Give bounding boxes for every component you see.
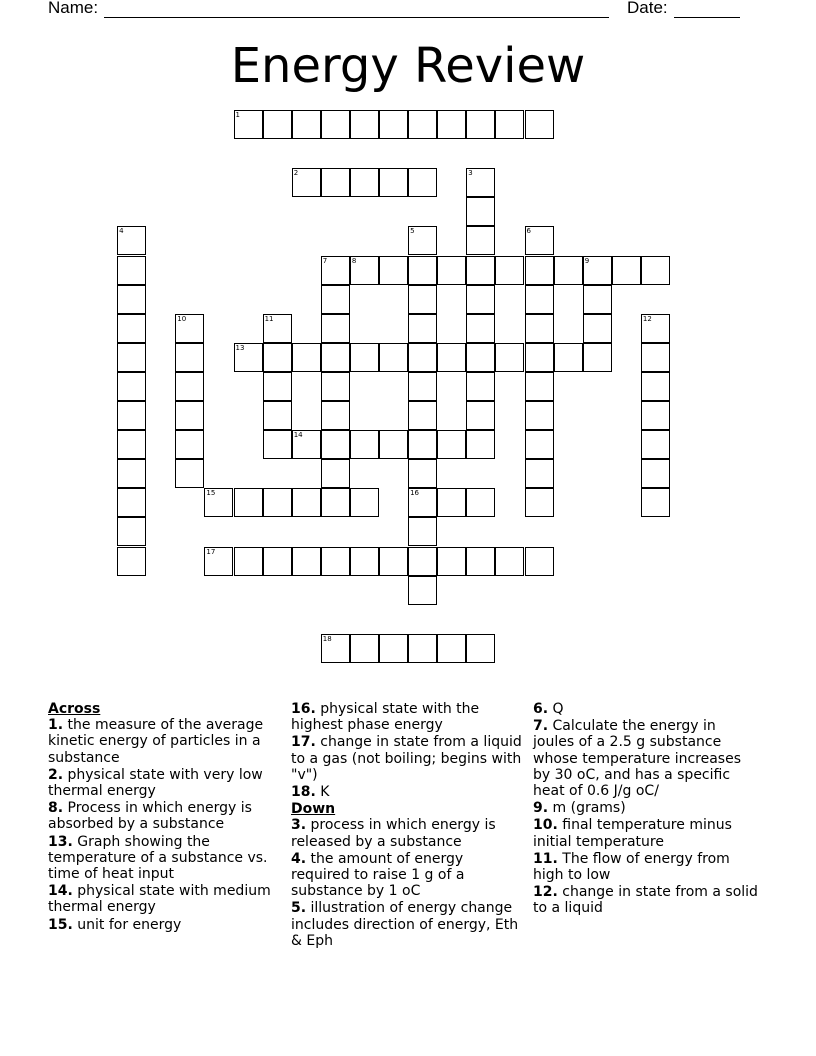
clue-number: 3. (291, 817, 307, 834)
cell-number: 2 (293, 169, 299, 178)
grid-cell[interactable] (234, 488, 263, 517)
grid-cell[interactable] (525, 547, 554, 576)
across-heading: Across (48, 701, 101, 717)
grid-cell[interactable] (408, 576, 437, 605)
clue-item (533, 718, 758, 799)
clue-number: 11. (533, 850, 558, 867)
grid-cell[interactable] (350, 488, 379, 517)
grid-cell[interactable] (466, 488, 495, 517)
grid-cell[interactable] (641, 256, 670, 285)
clue-text: illustration of energy change includes direction of energy, Eth & Eph (291, 900, 519, 949)
grid-cell[interactable] (408, 459, 437, 488)
clue-item (291, 900, 523, 949)
grid-cell[interactable] (554, 256, 583, 285)
grid-cell[interactable] (263, 547, 292, 576)
grid-cell[interactable] (175, 372, 204, 401)
clue-number: 18. (291, 784, 316, 801)
clue-number: 16. (291, 701, 316, 717)
grid-cell[interactable] (525, 430, 554, 459)
grid-cell[interactable] (117, 256, 146, 285)
clue-item (48, 717, 280, 766)
clue-text: Calculate the energy in joules of a 2.5 g substance whose temperature increases by 30 oC, and has a specific heat of 0.6 J/g oC/ (533, 718, 741, 800)
grid-cell[interactable] (321, 110, 350, 139)
grid-cell[interactable] (350, 547, 379, 576)
grid-cell[interactable] (437, 343, 466, 372)
grid-cell[interactable] (466, 430, 495, 459)
clue-item (533, 851, 758, 883)
clue-text: unit for energy (72, 916, 182, 933)
clue-text: physical state with medium thermal energy (48, 883, 271, 916)
grid-cell[interactable] (379, 110, 408, 139)
grid-cell[interactable] (379, 343, 408, 372)
clue-text: change in state from a liquid to a gas (not boiling; begins with "v") (291, 734, 522, 783)
grid-cell[interactable] (466, 168, 495, 197)
grid-cell[interactable] (408, 547, 437, 576)
grid-cell[interactable] (408, 110, 437, 139)
grid-cell[interactable] (525, 285, 554, 314)
grid-cell[interactable] (466, 285, 495, 314)
grid-cell[interactable] (466, 314, 495, 343)
cell-number: 3 (468, 169, 473, 178)
grid-cell[interactable] (466, 343, 495, 372)
down-clue-list-continued (533, 701, 758, 917)
grid-cell[interactable] (408, 343, 437, 372)
clue-item (533, 800, 758, 816)
clue-item (48, 917, 280, 933)
clue-text: physical state with the highest phase energy (291, 701, 480, 734)
grid-cell[interactable] (466, 226, 495, 255)
clue-item (48, 767, 280, 799)
grid-cell[interactable] (321, 459, 350, 488)
grid-cell[interactable] (641, 372, 670, 401)
across-clue-list-continued (291, 701, 523, 800)
grid-cell[interactable] (321, 430, 350, 459)
grid-cell[interactable] (321, 256, 350, 285)
clue-number: 14. (48, 883, 73, 900)
grid-cell[interactable] (408, 285, 437, 314)
clue-text: the amount of energy required to raise 1 g of a substance by 1 oC (291, 850, 465, 900)
grid-cell[interactable] (408, 430, 437, 459)
grid-cell[interactable] (495, 343, 524, 372)
name-label: Name: (48, 0, 99, 17)
grid-cell[interactable] (234, 110, 263, 139)
grid-cell[interactable] (117, 547, 146, 576)
clue-item (533, 701, 758, 717)
grid-cell[interactable] (437, 430, 466, 459)
grid-cell[interactable] (117, 430, 146, 459)
grid-cell[interactable] (292, 547, 321, 576)
grid-cell[interactable] (437, 110, 466, 139)
grid-cell[interactable] (466, 110, 495, 139)
grid-cell[interactable] (437, 547, 466, 576)
grid-cell[interactable] (583, 285, 612, 314)
grid-cell[interactable] (379, 634, 408, 663)
grid-cell[interactable] (321, 372, 350, 401)
down-heading: Down (291, 801, 336, 818)
clue-item (291, 851, 523, 900)
grid-cell[interactable] (525, 226, 554, 255)
grid-cell[interactable] (350, 634, 379, 663)
cell-number: 14 (293, 431, 303, 440)
page-title: Energy Review (230, 38, 586, 94)
clue-number: 4. (291, 850, 307, 867)
grid-cell[interactable] (641, 343, 670, 372)
grid-cell[interactable] (263, 343, 292, 372)
grid-cell[interactable] (175, 401, 204, 430)
grid-cell[interactable] (117, 285, 146, 314)
grid-cell[interactable] (117, 488, 146, 517)
clue-item (533, 884, 758, 916)
cell-number: 12 (642, 314, 652, 323)
clue-number: 10. (533, 817, 558, 834)
grid-cell[interactable] (408, 488, 437, 517)
grid-cell[interactable] (612, 256, 641, 285)
cell-number: 15 (206, 489, 216, 498)
grid-cell[interactable] (641, 488, 670, 517)
clues-column-3 (533, 701, 758, 918)
across-clue-list (48, 717, 280, 933)
grid-cell[interactable] (525, 343, 554, 372)
grid-cell[interactable] (350, 343, 379, 372)
clue-text: Graph showing the temperature of a substance vs. time of heat input (48, 833, 268, 883)
clue-text: final temperature minus initial temperature (533, 817, 732, 850)
grid-cell[interactable] (525, 110, 554, 139)
cell-number: 11 (264, 314, 274, 323)
grid-cell[interactable] (263, 430, 292, 459)
grid-cell[interactable] (408, 634, 437, 663)
grid-cell[interactable] (408, 517, 437, 546)
grid-cell[interactable] (408, 256, 437, 285)
cell-number: 6 (526, 227, 531, 236)
clue-number: 1. (48, 717, 64, 734)
clue-number: 13. (48, 833, 73, 850)
grid-cell[interactable] (117, 314, 146, 343)
grid-cell[interactable] (466, 256, 495, 285)
grid-cell[interactable] (117, 401, 146, 430)
clues-column-2 (291, 701, 523, 950)
grid-cell[interactable] (117, 459, 146, 488)
clue-text: process in which energy is released by a substance (291, 817, 496, 850)
grid-cell[interactable] (437, 256, 466, 285)
grid-cell[interactable] (321, 168, 350, 197)
grid-cell[interactable] (408, 314, 437, 343)
grid-cell[interactable] (321, 401, 350, 430)
grid-cell[interactable] (175, 314, 204, 343)
cell-number: 9 (584, 256, 590, 265)
grid-cell[interactable] (292, 168, 321, 197)
cell-number: 17 (206, 547, 216, 556)
clue-text: Q (548, 701, 564, 717)
grid-cell[interactable] (292, 343, 321, 372)
grid-cell[interactable] (321, 285, 350, 314)
down-clue-list (291, 817, 523, 949)
clue-item (48, 800, 280, 832)
grid-cell[interactable] (175, 430, 204, 459)
clue-text: The flow of energy from high to low (533, 850, 730, 884)
grid-cell[interactable] (379, 547, 408, 576)
clue-text: the measure of the average kinetic energy of particles in a substance (48, 717, 264, 766)
grid-cell[interactable] (525, 314, 554, 343)
cell-number: 7 (322, 256, 328, 265)
clue-text: K (315, 784, 330, 801)
clue-item (291, 817, 523, 849)
clues-column-1 (48, 701, 280, 934)
grid-cell[interactable] (263, 372, 292, 401)
grid-cell[interactable] (583, 343, 612, 372)
cell-number: 5 (410, 227, 415, 236)
cell-number: 1 (235, 111, 240, 119)
grid-cell[interactable] (204, 547, 233, 576)
grid-cell[interactable] (437, 634, 466, 663)
cell-number: 8 (351, 256, 357, 265)
grid-cell[interactable] (117, 372, 146, 401)
grid-cell[interactable] (263, 314, 292, 343)
grid-cell[interactable] (466, 634, 495, 663)
clue-number: 5. (291, 900, 307, 917)
grid-cell[interactable] (379, 168, 408, 197)
clue-item (291, 734, 523, 783)
grid-cell[interactable] (117, 226, 146, 255)
grid-cell[interactable] (525, 488, 554, 517)
grid-cell[interactable] (350, 256, 379, 285)
grid-cell[interactable] (641, 430, 670, 459)
grid-cell[interactable] (234, 547, 263, 576)
clue-item (533, 817, 758, 849)
clue-item (48, 834, 280, 883)
clue-item (291, 701, 523, 733)
grid-cell[interactable] (466, 372, 495, 401)
clue-text: m (grams) (548, 800, 626, 817)
grid-cell[interactable] (525, 372, 554, 401)
grid-cell[interactable] (175, 343, 204, 372)
clue-number: 9. (533, 800, 549, 817)
grid-cell[interactable] (204, 488, 233, 517)
grid-cell[interactable] (263, 488, 292, 517)
clue-number: 12. (533, 884, 558, 901)
grid-cell[interactable] (408, 401, 437, 430)
clue-item (48, 883, 280, 915)
grid-cell[interactable] (350, 110, 379, 139)
date-label: Date: (627, 0, 668, 17)
grid-cell[interactable] (466, 197, 495, 226)
grid-cell[interactable] (350, 430, 379, 459)
grid-cell[interactable] (292, 110, 321, 139)
grid-cell[interactable] (292, 430, 321, 459)
clue-number: 6. (533, 701, 549, 717)
grid-cell[interactable] (466, 547, 495, 576)
grid-cell[interactable] (117, 517, 146, 546)
grid-cell[interactable] (292, 488, 321, 517)
clue-text: Process in which energy is absorbed by a substance (48, 800, 252, 833)
grid-cell[interactable] (466, 401, 495, 430)
grid-cell[interactable] (437, 488, 466, 517)
clue-number: 15. (48, 916, 73, 933)
grid-cell[interactable] (495, 256, 524, 285)
grid-cell[interactable] (350, 168, 379, 197)
grid-cell[interactable] (525, 401, 554, 430)
grid-cell[interactable] (525, 256, 554, 285)
grid-cell[interactable] (641, 314, 670, 343)
grid-cell[interactable] (175, 459, 204, 488)
grid-cell[interactable] (583, 256, 612, 285)
cell-number: 16 (410, 489, 420, 498)
cell-number: 4 (119, 227, 124, 236)
grid-cell[interactable] (525, 459, 554, 488)
clue-item (291, 784, 523, 800)
grid-cell[interactable] (321, 343, 350, 372)
cell-number: 13 (235, 343, 245, 352)
grid-cell[interactable] (321, 314, 350, 343)
grid-cell[interactable] (263, 110, 292, 139)
grid-cell[interactable] (408, 168, 437, 197)
grid-cell[interactable] (117, 343, 146, 372)
grid-cell[interactable] (379, 430, 408, 459)
cell-number: 18 (322, 634, 332, 643)
clue-text: physical state with very low thermal energy (48, 766, 263, 800)
grid-cell[interactable] (263, 401, 292, 430)
grid-cell[interactable] (321, 488, 350, 517)
clue-number: 17. (291, 734, 316, 751)
cell-number: 10 (177, 314, 187, 323)
grid-cell[interactable] (234, 343, 263, 372)
grid-cell[interactable] (554, 343, 583, 372)
clue-number: 2. (48, 766, 64, 783)
clue-number: 8. (48, 800, 64, 817)
grid-cell[interactable] (321, 547, 350, 576)
grid-cell[interactable] (379, 256, 408, 285)
grid-cell[interactable] (408, 372, 437, 401)
grid-cell[interactable] (408, 226, 437, 255)
grid-cell[interactable] (641, 459, 670, 488)
grid-cell[interactable] (641, 401, 670, 430)
grid-cell[interactable] (495, 110, 524, 139)
clue-number: 7. (533, 718, 549, 735)
clue-text: change in state from a solid to a liquid (533, 884, 758, 917)
grid-cell[interactable] (321, 634, 350, 663)
grid-cell[interactable] (495, 547, 524, 576)
grid-cell[interactable] (583, 314, 612, 343)
